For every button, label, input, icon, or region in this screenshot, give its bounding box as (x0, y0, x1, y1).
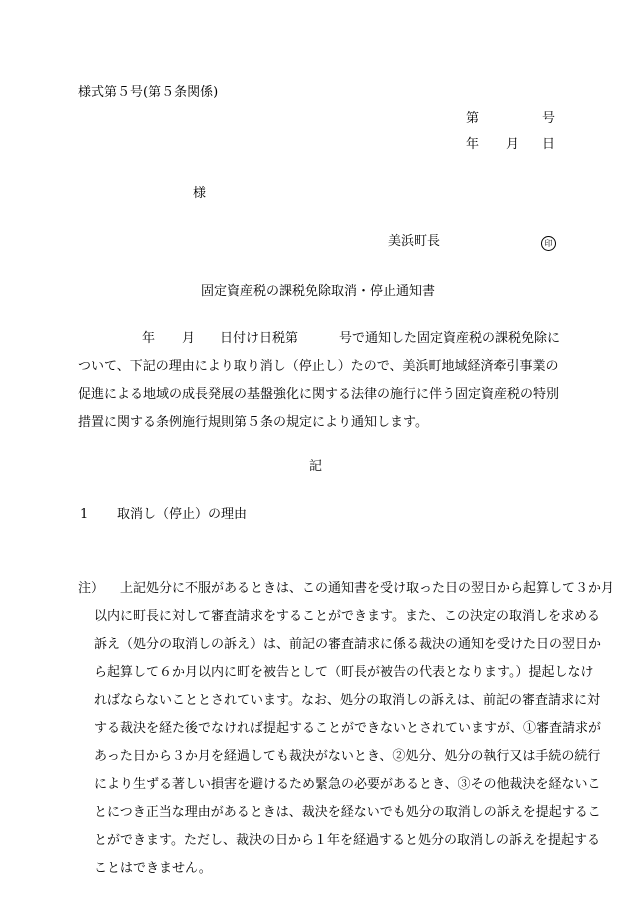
seal-mark (541, 234, 556, 251)
intro-line: 促進による地域の成長発展の基盤強化に関する法律の施行に伴う固定資産税の特別 (78, 387, 560, 402)
note-line: 訴え（処分の取消しの訴え）は、前記の審査請求に係る裁決の通知を受けた日の翌日か (94, 637, 602, 652)
date-year: 年 (466, 137, 480, 152)
form-label: 様式第５号(第５条関係) (78, 85, 219, 100)
note-line: あった日から３か月を経過しても裁決がないとき、②処分、処分の執行又は手続の続行 (94, 749, 601, 764)
seal-text: 印 (541, 236, 556, 251)
note-line: とにつき正当な理由があるときは、裁決を経ないでも処分の取消しの訴えを提起するこ (94, 805, 601, 820)
intro-year: 年 (142, 331, 156, 346)
issuer-name: 美浜町長 (388, 234, 441, 249)
addressee-suffix: 様 (193, 186, 207, 201)
date-day: 日 (542, 137, 556, 152)
doc-number-prefix: 第 (466, 111, 480, 126)
note-line: とができます。ただし、裁決の日から１年を経過すると処分の取消しの訴えを提起する (94, 833, 600, 848)
ki-heading: 記 (309, 459, 323, 474)
intro-line: ついて、下記の理由により取り消し（停止し）たので、美浜町地域経済牽引事業の (78, 359, 559, 374)
intro-line: 措置に関する条例施行規則第５条の規定により通知します。 (78, 415, 428, 430)
date-month: 月 (506, 137, 520, 152)
intro-paragraph (78, 358, 559, 442)
note-line: ことはできません。 (94, 861, 212, 876)
note-first-line: 上記処分に不服があるときは、この通知書を受け取った日の翌日から起算して３か月 (120, 581, 615, 596)
note-line: により生ずる著しい損害を避けるため緊急の必要があるとき、③その他裁決を経ないこ (94, 777, 601, 792)
intro-dated: 日付け日税第 (220, 331, 299, 346)
note-marker: 注） (78, 581, 105, 596)
note-paragraph (94, 608, 601, 888)
intro-month: 月 (182, 331, 196, 346)
item1-label: 取消し（停止）の理由 (117, 507, 248, 522)
note-line: 以内に町長に対して審査請求をすることができます。また、この決定の取消しを求める (94, 609, 600, 624)
item1-number: 1 (80, 507, 89, 522)
doc-number-suffix: 号 (542, 111, 556, 126)
document-title: 固定資産税の課税免除取消・停止通知書 (201, 284, 436, 299)
intro-line1-rest: 号で通知した固定資産税の課税免除に (339, 331, 561, 346)
note-line: ればならないこととされています。なお、処分の取消しの訴えは、前記の審査請求に対 (94, 693, 600, 708)
note-line: する裁決を経た後でなければ提起することができないとされていますが、①審査請求が (94, 721, 602, 736)
note-line: ら起算して６か月以内に町を被告として（町長が被告の代表となります。）提起しなけ (94, 665, 594, 680)
